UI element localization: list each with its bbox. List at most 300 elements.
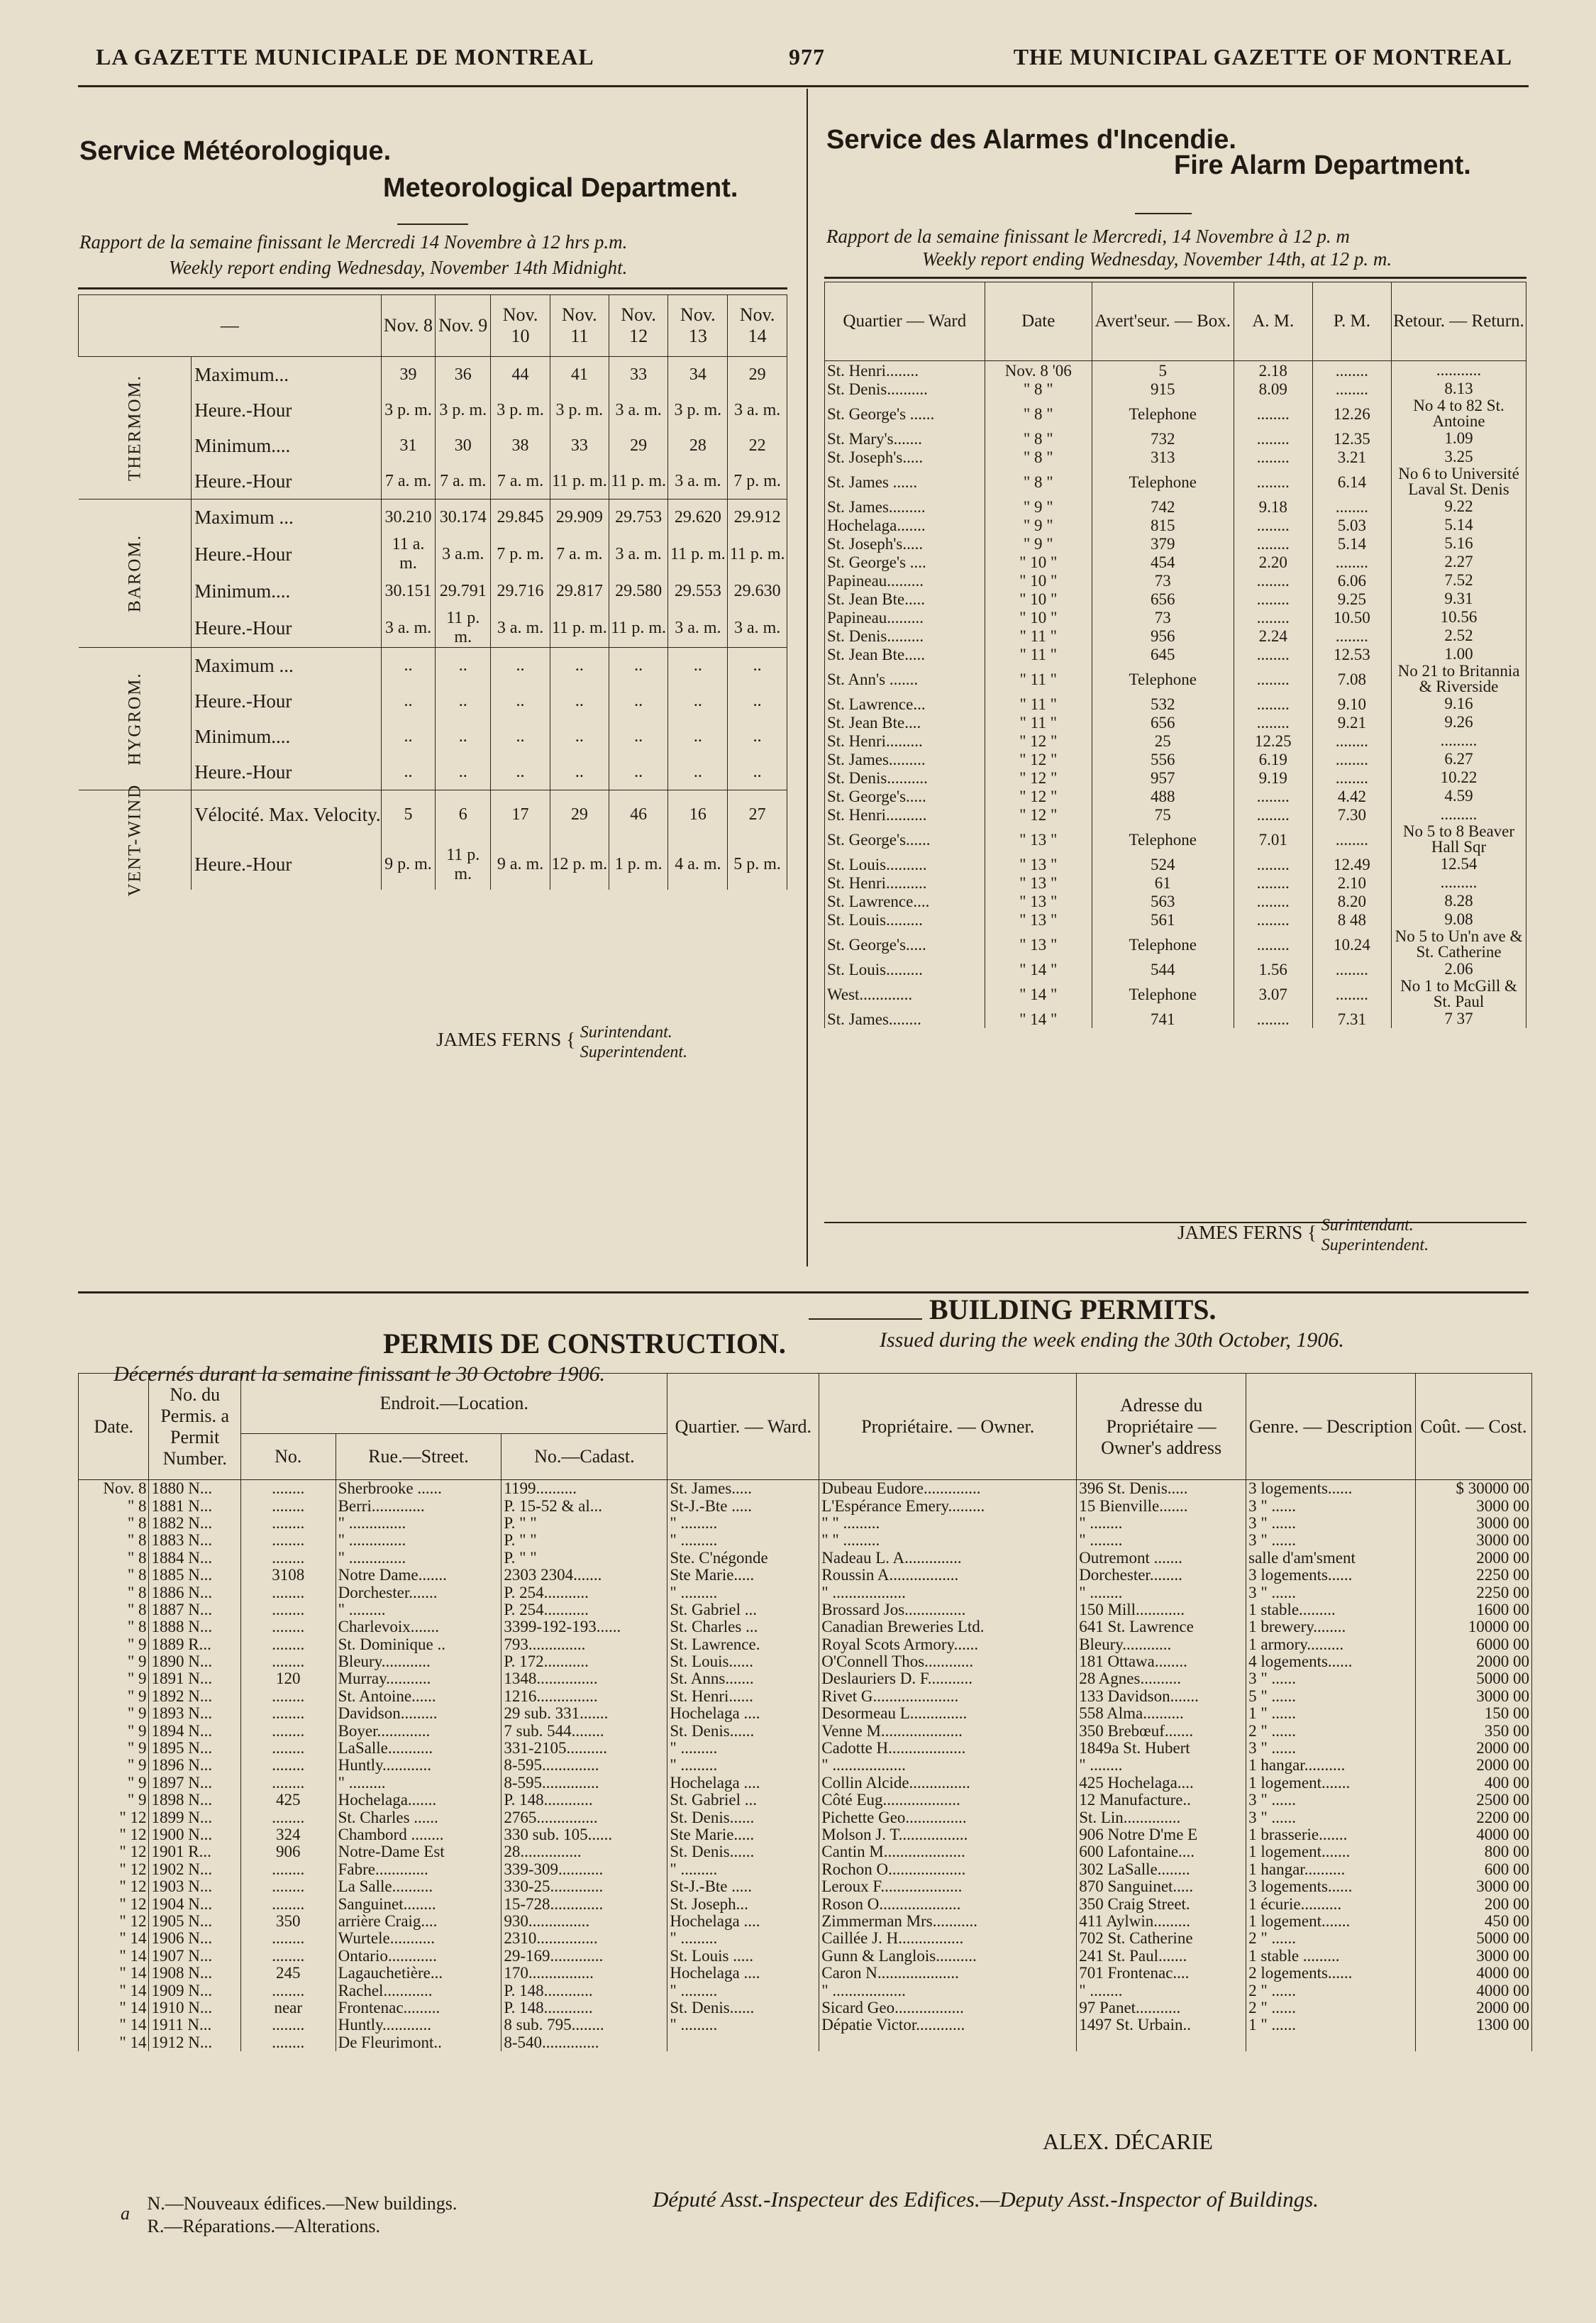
fire-cell: St. George's.....	[825, 929, 985, 960]
fire-cell: 2.20	[1234, 553, 1312, 571]
permit-cell: Hochelaga.......	[336, 1792, 501, 1809]
permit-cell: P. " "	[501, 1532, 667, 1549]
permit-cell: 350 Brebœuf.......	[1077, 1722, 1246, 1739]
permit-cell: 1 logement.......	[1246, 1843, 1416, 1860]
permit-cell: St. Denis......	[667, 1809, 819, 1826]
permit-cell: " 14	[79, 2034, 149, 2051]
permit-cell: " 9	[79, 1636, 149, 1653]
permit-cell: Deslauriers D. F...........	[819, 1670, 1077, 1687]
permit-cell: 1884 N...	[149, 1550, 240, 1567]
permit-cell: 1 hangar..........	[1246, 1757, 1416, 1774]
permit-cell: 10000 00	[1415, 1618, 1531, 1635]
meteo-group-label: HYGROM.	[79, 648, 192, 790]
meteo-cell: ..	[436, 754, 491, 790]
fire-cell: " 13 "	[985, 855, 1092, 873]
meteo-title-fr: Service Météorologique.	[79, 136, 392, 166]
meteo-group-label: THERMOM.	[79, 357, 192, 500]
fire-cell: 73	[1092, 608, 1234, 627]
fire-cell: ........	[1234, 534, 1312, 553]
fire-cell: 9.16	[1392, 695, 1526, 713]
permit-cell: 1898 N...	[149, 1792, 240, 1809]
fire-cell: 6.19	[1234, 750, 1312, 768]
fire-row	[825, 960, 1526, 978]
permit-cell: St. Dominique ..	[336, 1636, 501, 1653]
permit-row	[79, 1688, 1532, 1705]
meteo-cell: 11 p. m.	[550, 609, 609, 648]
permit-cell: St. Charles ...	[667, 1618, 819, 1635]
fire-cell: Papineau.........	[825, 571, 985, 590]
permit-cell: St. James.....	[667, 1480, 819, 1498]
meteo-cell: 11 p. m.	[609, 609, 668, 648]
column-divider	[807, 89, 808, 1267]
fire-cell: 75	[1092, 805, 1234, 824]
fire-cell: ........	[1312, 361, 1391, 380]
meteo-cell: 29.791	[436, 573, 491, 609]
fire-cell: St. Louis..........	[825, 855, 985, 873]
permit-cell: ........	[240, 2016, 336, 2034]
meteo-row	[79, 357, 787, 393]
meteo-cell: 36	[436, 357, 491, 393]
fire-cell: 7.31	[1312, 1010, 1391, 1028]
permit-cell: " 9	[79, 1688, 149, 1705]
fire-cell: " 11 "	[985, 713, 1092, 732]
permit-cell: St-J.-Bte .....	[667, 1497, 819, 1514]
permit-cell: " ........	[1077, 1982, 1246, 1999]
meteo-cell: ..	[491, 719, 550, 754]
fire-cell: 10.24	[1312, 929, 1391, 960]
permit-cell: 1600 00	[1415, 1601, 1531, 1618]
meteo-cell: ..	[436, 683, 491, 719]
permit-cell: La Salle..........	[336, 1878, 501, 1895]
permits-signature: ALEX. DÉCARIE	[1043, 2129, 1213, 2154]
fire-cell: 12.53	[1312, 645, 1391, 663]
permits-header-no: No.	[240, 1434, 336, 1480]
permit-cell: Berri.............	[336, 1497, 501, 1514]
permit-cell: Outremont .......	[1077, 1550, 1246, 1567]
meteo-row-label: Minimum....	[192, 719, 381, 754]
fire-row	[825, 398, 1526, 429]
meteo-cell: 11 p. m.	[668, 535, 728, 573]
meteo-col-header: Nov. 12	[609, 295, 668, 357]
fire-cell: ........	[1312, 732, 1391, 750]
permit-cell: 2250 00	[1415, 1567, 1531, 1584]
meteo-subtitle-en: Weekly report ending Wednesday, November 14th Midnight.	[169, 257, 628, 278]
permit-cell: 1348...............	[501, 1670, 667, 1687]
fire-cell: " 12 "	[985, 768, 1092, 787]
permit-cell: Bleury............	[336, 1653, 501, 1670]
fire-cell: No 1 to McGill & St. Paul	[1392, 978, 1526, 1010]
permit-cell: " 9	[79, 1670, 149, 1687]
permit-cell: P. 15-52 & al...	[501, 1497, 667, 1514]
permit-cell: Cadotte H...................	[819, 1740, 1077, 1757]
meteo-cell: 11 p. m.	[436, 840, 491, 890]
permit-cell: P. 148............	[501, 1999, 667, 2016]
permits-header-description: Genre. — Description	[1246, 1374, 1416, 1480]
meteo-cell: 3 a. m.	[381, 609, 436, 648]
meteo-cell: 5	[381, 790, 436, 840]
page-number: 977	[789, 44, 825, 70]
meteo-cell: ..	[550, 683, 609, 719]
permit-cell: " 12	[79, 1878, 149, 1895]
permits-header-ward: Quartier. — Ward.	[667, 1374, 819, 1480]
permit-cell: 133 Davidson.......	[1077, 1688, 1246, 1705]
permit-row	[79, 1861, 1532, 1878]
fire-sig-title-en: Superintendent.	[1321, 1236, 1429, 1254]
meteo-cell: 41	[550, 357, 609, 393]
permits-title-fr: PERMIS DE CONSTRUCTION.	[383, 1328, 786, 1359]
fire-cell: 12.49	[1312, 855, 1391, 873]
meteo-cell: 3 a. m.	[668, 463, 728, 500]
fire-row	[825, 448, 1526, 466]
permits-table	[78, 1373, 1532, 2051]
fire-cell: 10.50	[1312, 608, 1391, 627]
fire-cell: 25	[1092, 732, 1234, 750]
fire-cell: " 13 "	[985, 929, 1092, 960]
fire-cell: 73	[1092, 571, 1234, 590]
fire-row	[825, 497, 1526, 516]
permit-cell: 2 logements......	[1246, 1965, 1416, 1982]
permit-cell: 1907 N...	[149, 1948, 240, 1965]
permit-cell: " 9	[79, 1722, 149, 1739]
meteo-cell: 12 p. m.	[550, 840, 609, 890]
meteo-cell: ..	[728, 683, 787, 719]
permit-cell: ........	[240, 1775, 336, 1792]
meteo-cell: 29.716	[491, 573, 550, 609]
fire-cell: ........	[1234, 787, 1312, 805]
fire-cell: ........	[1234, 398, 1312, 429]
permit-cell: " ..............	[336, 1532, 501, 1549]
meteo-cell: ..	[491, 683, 550, 719]
permit-cell: " 12	[79, 1913, 149, 1930]
permit-row	[79, 1618, 1532, 1635]
permit-cell: " 8	[79, 1584, 149, 1601]
fire-cell: 12.25	[1234, 732, 1312, 750]
permit-cell: 906	[240, 1843, 336, 1860]
permit-cell: P. 254...........	[501, 1601, 667, 1618]
meteo-cell: 3 a. m.	[609, 535, 668, 573]
fire-cell: 10.56	[1392, 608, 1526, 627]
fire-cell: Telephone	[1092, 398, 1234, 429]
permit-cell: Dorchester........	[1077, 1567, 1246, 1584]
fire-header-ward: Quartier — Ward	[825, 282, 985, 361]
permit-cell: 3108	[240, 1567, 336, 1584]
meteo-cell: 29.753	[609, 500, 668, 536]
meteo-cell: 7 p. m.	[728, 463, 787, 500]
permit-cell: Brossard Jos...............	[819, 1601, 1077, 1618]
fire-title-en: Fire Alarm Department.	[1174, 150, 1471, 180]
fire-cell: " 11 "	[985, 663, 1092, 695]
meteo-cell: 30	[436, 428, 491, 463]
permit-cell: 1911 N...	[149, 2016, 240, 2034]
fire-cell: 7.30	[1312, 805, 1391, 824]
meteo-cell: ..	[550, 754, 609, 790]
permit-cell: St. Anns.......	[667, 1670, 819, 1687]
permit-cell: 1883 N...	[149, 1532, 240, 1549]
fire-cell: 915	[1092, 380, 1234, 398]
permit-row	[79, 1497, 1532, 1514]
fire-cell: " 11 "	[985, 645, 1092, 663]
permit-row	[79, 1722, 1532, 1739]
permit-cell: ........	[240, 1740, 336, 1757]
fire-cell: St. James.........	[825, 497, 985, 516]
fire-sig-name: JAMES FERNS	[1177, 1222, 1303, 1244]
permits-subtitle-en: Issued during the week ending the 30th October, 1906.	[880, 1328, 1344, 1352]
permit-cell: St. Denis......	[667, 1843, 819, 1860]
permit-cell: Huntly............	[336, 1757, 501, 1774]
meteo-title-en: Meteorological Department.	[383, 173, 738, 203]
fire-cell: 956	[1092, 627, 1234, 645]
permit-cell: 170................	[501, 1965, 667, 1982]
permit-cell: 1904 N...	[149, 1895, 240, 1912]
fire-cell: St. George's ....	[825, 553, 985, 571]
permit-row	[79, 1757, 1532, 1774]
permit-cell: " 12	[79, 1809, 149, 1826]
fire-cell: ........	[1234, 663, 1312, 695]
fire-cell: " 10 "	[985, 571, 1092, 590]
fire-cell: " 14 "	[985, 1010, 1092, 1028]
permit-cell: 245	[240, 1965, 336, 1982]
permit-cell: P. 148............	[501, 1982, 667, 1999]
meteo-cell: ..	[668, 754, 728, 790]
permit-cell: " 14	[79, 1999, 149, 2016]
permit-cell: ........	[240, 1497, 336, 1514]
fire-cell: 12.26	[1312, 398, 1391, 429]
permit-cell: 1905 N...	[149, 1913, 240, 1930]
permit-cell: 1 armory.........	[1246, 1636, 1416, 1653]
fire-cell: 4.42	[1312, 787, 1391, 805]
meteo-cell: ..	[436, 648, 491, 684]
permit-cell: Nov. 8	[79, 1480, 149, 1498]
fire-row	[825, 892, 1526, 910]
permit-cell: " .........	[667, 1584, 819, 1601]
permit-cell: 906 Notre D'me E	[1077, 1826, 1246, 1843]
permit-cell: ........	[240, 1809, 336, 1826]
fire-cell: .........	[1392, 732, 1526, 750]
permit-row	[79, 1913, 1532, 1930]
fire-cell: 488	[1092, 787, 1234, 805]
fire-subtitle-fr: Rapport de la semaine finissant le Mercredi, 14 Novembre à 12 p. m	[826, 226, 1350, 247]
permit-cell: 331-2105..........	[501, 1740, 667, 1757]
meteo-cell: 30.174	[436, 500, 491, 536]
fire-cell: 12.54	[1392, 855, 1526, 873]
permit-cell: ........	[240, 2034, 336, 2051]
permit-cell: " 8	[79, 1567, 149, 1584]
permit-cell: Sicard Geo.................	[819, 1999, 1077, 2016]
permit-cell: Fabre.............	[336, 1861, 501, 1878]
permit-row	[79, 1948, 1532, 1965]
meteo-cell: 11 p. m.	[609, 463, 668, 500]
fire-cell: ........	[1312, 553, 1391, 571]
meteo-cell: 29.912	[728, 500, 787, 536]
permits-top-rule	[78, 1291, 1529, 1293]
fire-cell: ........	[1312, 750, 1391, 768]
permit-cell: " ..............	[336, 1550, 501, 1567]
meteo-row-label: Heure.-Hour	[192, 463, 381, 500]
fire-cell: ........	[1312, 824, 1391, 855]
permit-cell: 350 Craig Street.	[1077, 1895, 1246, 1912]
permit-cell: ........	[240, 1705, 336, 1722]
fire-row	[825, 768, 1526, 787]
fire-cell: ........	[1312, 978, 1391, 1010]
permits-header-cadast: No.—Cadast.	[501, 1434, 667, 1480]
permit-cell: 1895 N...	[149, 1740, 240, 1757]
fire-cell: 9.19	[1234, 768, 1312, 787]
permit-cell: " 14	[79, 1930, 149, 1947]
permit-cell: 1887 N...	[149, 1601, 240, 1618]
permit-cell: " " .........	[819, 1532, 1077, 1549]
fire-cell: " 13 "	[985, 910, 1092, 929]
fire-cell: " 13 "	[985, 892, 1092, 910]
permit-cell: ........	[240, 1532, 336, 1549]
permit-cell: Murray...........	[336, 1670, 501, 1687]
permit-cell: St. Denis......	[667, 1999, 819, 2016]
meteo-row-label: Heure.-Hour	[192, 754, 381, 790]
meteo-row-label: Maximum ...	[192, 500, 381, 536]
permit-cell: P. " "	[501, 1515, 667, 1532]
header-left: LA GAZETTE MUNICIPALE DE MONTREAL	[96, 44, 594, 70]
meteo-col-header: Nov. 9	[436, 295, 491, 357]
fire-cell: St. Joseph's.....	[825, 534, 985, 553]
fire-cell: ........	[1234, 608, 1312, 627]
permit-cell: 1 brewery........	[1246, 1618, 1416, 1635]
fire-cell: 2.10	[1312, 873, 1391, 892]
fire-cell: 8.28	[1392, 892, 1526, 910]
meteo-cell: 3 p. m.	[436, 392, 491, 428]
meteo-row-label: Maximum ...	[192, 648, 381, 684]
permits-header-cost: Coût. — Cost.	[1415, 1374, 1531, 1480]
permit-cell: Notre-Dame Est	[336, 1843, 501, 1860]
fire-cell: 741	[1092, 1010, 1234, 1028]
meteo-cell: 22	[728, 428, 787, 463]
permit-cell: ........	[240, 1895, 336, 1912]
fire-cell: 379	[1092, 534, 1234, 553]
meteo-row-label: Maximum...	[192, 357, 381, 393]
permit-cell: 701 Frontenac....	[1077, 1965, 1246, 1982]
meteo-cell: ..	[491, 648, 550, 684]
permit-row	[79, 1809, 1532, 1826]
permit-cell: 3 logements......	[1246, 1480, 1416, 1498]
permit-cell: 1216...............	[501, 1688, 667, 1705]
permit-cell: 1199..........	[501, 1480, 667, 1498]
meteo-cell: 3 a. m.	[728, 609, 787, 648]
fire-row	[825, 663, 1526, 695]
meteo-signature: JAMES FERNS { Surintendant. Superintendent.	[436, 1023, 688, 1061]
meteo-row-label: Heure.-Hour	[192, 840, 381, 890]
meteo-cell: ..	[728, 648, 787, 684]
fire-cell: St. Henri........	[825, 361, 985, 380]
permit-cell: O'Connell Thos............	[819, 1653, 1077, 1670]
permit-cell: ........	[240, 1948, 336, 1965]
fire-cell: 9.10	[1312, 695, 1391, 713]
fire-cell: 8.09	[1234, 380, 1312, 398]
fire-cell: 9.18	[1234, 497, 1312, 516]
meteo-cell: ..	[668, 683, 728, 719]
fire-cell: 7 37	[1392, 1010, 1526, 1028]
fire-cell: 656	[1092, 713, 1234, 732]
fire-cell: St. George's.....	[825, 787, 985, 805]
fire-cell: No 5 to Un'n ave & St. Catherine	[1392, 929, 1526, 960]
permit-cell: 8-540..............	[501, 2034, 667, 2051]
fire-row	[825, 380, 1526, 398]
meteo-cell: 11 p. m.	[728, 535, 787, 573]
permit-cell: ........	[240, 1601, 336, 1618]
meteo-cell: ..	[609, 648, 668, 684]
fire-cell: West.............	[825, 978, 985, 1010]
fire-cell: 5.03	[1312, 516, 1391, 534]
permit-cell: ........	[240, 1688, 336, 1705]
fire-row	[825, 429, 1526, 448]
permits-header-location: Endroit.—Location.	[240, 1374, 667, 1434]
fire-cell: " 13 "	[985, 873, 1092, 892]
permits-header-street: Rue.—Street.	[336, 1434, 501, 1480]
fire-cell: 742	[1092, 497, 1234, 516]
permit-cell: 558 Alma..........	[1077, 1705, 1246, 1722]
permit-cell: " 9	[79, 1653, 149, 1670]
permit-cell: 3399-192-193......	[501, 1618, 667, 1635]
meteo-top-rule	[78, 287, 787, 289]
fire-cell: ........	[1234, 516, 1312, 534]
fire-cell: 5.14	[1312, 534, 1391, 553]
permit-cell: 2000 00	[1415, 1757, 1531, 1774]
fire-cell: Papineau.........	[825, 608, 985, 627]
permit-row	[79, 1636, 1532, 1653]
meteo-cell: 46	[609, 790, 668, 840]
permit-cell: " 9	[79, 1705, 149, 1722]
permit-cell: " 12	[79, 1895, 149, 1912]
fire-cell: " 13 "	[985, 824, 1092, 855]
permit-cell: 350 00	[1415, 1722, 1531, 1739]
fire-cell: Hochelaga.......	[825, 516, 985, 534]
meteo-cell: 29	[550, 790, 609, 840]
meteo-cell: 3 p. m.	[491, 392, 550, 428]
meteo-cell: ..	[728, 754, 787, 790]
fire-cell: 12.35	[1312, 429, 1391, 448]
permit-cell: 1497 St. Urbain..	[1077, 2016, 1246, 2034]
fire-cell: " 11 "	[985, 695, 1092, 713]
permit-cell: Rachel............	[336, 1982, 501, 1999]
fire-cell: ........	[1234, 429, 1312, 448]
fire-row	[825, 805, 1526, 824]
permit-cell: 870 Sanguinet.....	[1077, 1878, 1246, 1895]
permit-cell: Frontenac.........	[336, 1999, 501, 2016]
fire-cell: St. Henri..........	[825, 805, 985, 824]
permit-cell: 2 " ......	[1246, 1722, 1416, 1739]
permit-cell: 29 sub. 331.......	[501, 1705, 667, 1722]
permit-cell: 1 " ......	[1246, 2016, 1416, 2034]
permit-cell: 450 00	[1415, 1913, 1531, 1930]
permit-cell: LaSalle...........	[336, 1740, 501, 1757]
fire-short-rule	[1135, 213, 1192, 214]
fire-cell: St. James.........	[825, 750, 985, 768]
fire-subtitle-en: Weekly report ending Wednesday, November 14th, at 12 p. m.	[922, 248, 1392, 270]
fire-cell: No 6 to Université Laval St. Denis	[1392, 466, 1526, 497]
fire-cell: St. James........	[825, 1010, 985, 1028]
fire-cell: 7.01	[1234, 824, 1312, 855]
permit-cell: 3 " ......	[1246, 1532, 1416, 1549]
fire-cell: St. Lawrence...	[825, 695, 985, 713]
permit-cell: " 14	[79, 1965, 149, 1982]
permit-row	[79, 1550, 1532, 1567]
permit-row	[79, 1532, 1532, 1549]
permit-cell: 15-728.............	[501, 1895, 667, 1912]
permit-cell: 6000 00	[1415, 1636, 1531, 1653]
permit-cell: " 8	[79, 1601, 149, 1618]
meteo-cell: ..	[668, 719, 728, 754]
permit-cell: 4 logements......	[1246, 1653, 1416, 1670]
permit-cell: 1900 N...	[149, 1826, 240, 1843]
permit-cell: Wurtele...........	[336, 1930, 501, 1947]
permit-cell	[819, 2034, 1077, 2051]
